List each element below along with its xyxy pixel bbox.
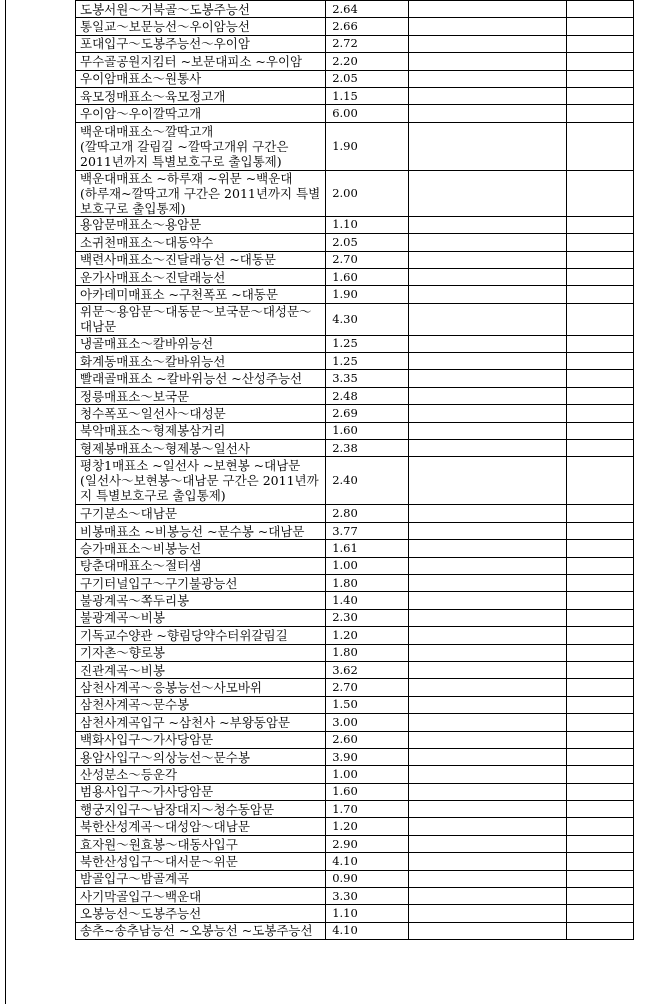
table-row	[76, 1, 634, 18]
table-row	[76, 522, 634, 539]
table-row	[76, 440, 634, 457]
distance-cell: 0.90	[326, 870, 409, 887]
table-row	[76, 286, 634, 303]
distance-cell: 2.20	[326, 53, 409, 70]
distance-cell: 1.40	[326, 592, 409, 609]
route-cell: 북한산성계곡～대성암～대남문	[76, 818, 326, 835]
table-row	[76, 592, 634, 609]
empty-cell	[408, 905, 566, 922]
route-cell: 백운대매표소～깔딱고개 (깔딱고개 갈림길 ~깔딱고개위 구간은 2011년까지 특별보호구로 출입통제)	[76, 122, 326, 170]
route-cell: 산성분소～등운각	[76, 766, 326, 783]
empty-cell	[408, 35, 566, 52]
empty-cell	[408, 216, 566, 233]
table-row	[76, 714, 634, 731]
table-row	[76, 405, 634, 422]
table-row	[76, 53, 634, 70]
empty-cell	[566, 696, 633, 713]
table-row	[76, 122, 634, 170]
route-cell: 형제봉매표소～형제봉～일선사	[76, 440, 326, 457]
table-row	[76, 303, 634, 335]
page-margin-line	[5, 0, 6, 1004]
empty-cell	[408, 335, 566, 352]
empty-cell	[566, 303, 633, 335]
empty-cell	[566, 18, 633, 35]
empty-cell	[566, 70, 633, 87]
table-row	[76, 251, 634, 268]
table-row	[76, 801, 634, 818]
distance-cell: 2.90	[326, 835, 409, 852]
route-cell: 용암문매표소～용암문	[76, 216, 326, 233]
distance-cell: 1.10	[326, 216, 409, 233]
route-cell: 우이암～우이깔딱고개	[76, 105, 326, 122]
distance-cell: 2.60	[326, 731, 409, 748]
distance-cell: 1.20	[326, 627, 409, 644]
empty-cell	[408, 609, 566, 626]
empty-cell	[408, 170, 566, 216]
route-cell: 정릉매표소～보국문	[76, 387, 326, 404]
empty-cell	[566, 505, 633, 522]
trail-table	[75, 0, 634, 940]
table-row	[76, 18, 634, 35]
empty-cell	[566, 853, 633, 870]
empty-cell	[408, 268, 566, 285]
empty-cell	[566, 922, 633, 939]
distance-cell: 2.00	[326, 170, 409, 216]
empty-cell	[408, 251, 566, 268]
empty-cell	[566, 35, 633, 52]
route-cell: 백화사입구～가사당암문	[76, 731, 326, 748]
route-cell: 삼천사계곡～응봉능선～사모바위	[76, 679, 326, 696]
route-cell: 오봉능선～도봉주능선	[76, 905, 326, 922]
empty-cell	[408, 766, 566, 783]
route-cell: 밤골입구～밤골계곡	[76, 870, 326, 887]
distance-cell: 3.35	[326, 370, 409, 387]
empty-cell	[408, 505, 566, 522]
route-cell: 행궁지입구～남장대지～청수동암문	[76, 801, 326, 818]
empty-cell	[408, 714, 566, 731]
empty-cell	[566, 731, 633, 748]
distance-cell: 3.90	[326, 748, 409, 765]
empty-cell	[408, 353, 566, 370]
empty-cell	[566, 888, 633, 905]
table-row	[76, 748, 634, 765]
empty-cell	[566, 234, 633, 251]
distance-cell: 1.00	[326, 766, 409, 783]
route-cell: 북한산성입구～대서문～위문	[76, 853, 326, 870]
empty-cell	[408, 234, 566, 251]
empty-cell	[566, 818, 633, 835]
empty-cell	[566, 748, 633, 765]
empty-cell	[566, 627, 633, 644]
table-row	[76, 783, 634, 800]
distance-cell: 2.38	[326, 440, 409, 457]
empty-cell	[408, 53, 566, 70]
route-cell: 효자원～원효봉～대동사입구	[76, 835, 326, 852]
empty-cell	[566, 522, 633, 539]
distance-cell: 1.20	[326, 818, 409, 835]
empty-cell	[408, 870, 566, 887]
empty-cell	[566, 783, 633, 800]
route-cell: 백련사매표소～진달래능선 ~대동문	[76, 251, 326, 268]
table-row	[76, 540, 634, 557]
route-cell: 소귀천매표소～대동약수	[76, 234, 326, 251]
empty-cell	[566, 251, 633, 268]
route-cell: 구기터널입구～구기불광능선	[76, 574, 326, 591]
empty-cell	[566, 592, 633, 609]
route-cell: 진관계곡～비봉	[76, 661, 326, 678]
empty-cell	[408, 818, 566, 835]
empty-cell	[566, 105, 633, 122]
route-cell: 위문～용암문～대동문～보국문～대성문～대남문	[76, 303, 326, 335]
empty-cell	[408, 286, 566, 303]
table-row	[76, 888, 634, 905]
empty-cell	[566, 170, 633, 216]
route-cell: 도봉서원～거북골～도봉주능선	[76, 1, 326, 18]
empty-cell	[408, 87, 566, 104]
distance-cell: 2.80	[326, 505, 409, 522]
empty-cell	[566, 801, 633, 818]
table-row	[76, 87, 634, 104]
table-row	[76, 905, 634, 922]
table-row	[76, 335, 634, 352]
table-row	[76, 216, 634, 233]
empty-cell	[566, 87, 633, 104]
distance-cell: 1.10	[326, 905, 409, 922]
empty-cell	[566, 766, 633, 783]
table-row	[76, 234, 634, 251]
empty-cell	[566, 370, 633, 387]
empty-cell	[566, 457, 633, 505]
table-row	[76, 696, 634, 713]
table-row	[76, 818, 634, 835]
distance-cell: 1.60	[326, 422, 409, 439]
empty-cell	[408, 422, 566, 439]
empty-cell	[408, 853, 566, 870]
empty-cell	[408, 370, 566, 387]
distance-cell: 1.90	[326, 286, 409, 303]
route-cell: 포대입구～도봉주능선～우이암	[76, 35, 326, 52]
empty-cell	[408, 783, 566, 800]
table-row	[76, 268, 634, 285]
distance-cell: 1.25	[326, 353, 409, 370]
empty-cell	[566, 387, 633, 404]
empty-cell	[566, 540, 633, 557]
table-row	[76, 853, 634, 870]
trail-table-body	[76, 1, 634, 940]
empty-cell	[408, 627, 566, 644]
empty-cell	[408, 522, 566, 539]
table-row	[76, 505, 634, 522]
empty-cell	[566, 286, 633, 303]
distance-cell: 1.00	[326, 557, 409, 574]
distance-cell: 2.40	[326, 457, 409, 505]
empty-cell	[566, 835, 633, 852]
empty-cell	[566, 335, 633, 352]
empty-cell	[408, 1, 566, 18]
empty-cell	[566, 405, 633, 422]
table-row	[76, 835, 634, 852]
table-row	[76, 870, 634, 887]
table-row	[76, 370, 634, 387]
distance-cell: 3.62	[326, 661, 409, 678]
table-row	[76, 661, 634, 678]
empty-cell	[408, 888, 566, 905]
route-cell: 무수골공원지킴터 ~보문대피소 ~우이암	[76, 53, 326, 70]
route-cell: 송추~송추남능선 ~오봉능선 ~도봉주능선	[76, 922, 326, 939]
empty-cell	[566, 216, 633, 233]
route-cell: 아카데미매표소 ~구천폭포 ~대동문	[76, 286, 326, 303]
route-cell: 불광계곡～비봉	[76, 609, 326, 626]
table-row	[76, 731, 634, 748]
empty-cell	[566, 53, 633, 70]
distance-cell: 3.77	[326, 522, 409, 539]
distance-cell: 2.66	[326, 18, 409, 35]
table-row	[76, 679, 634, 696]
distance-cell: 1.25	[326, 335, 409, 352]
table-row	[76, 387, 634, 404]
distance-cell: 2.48	[326, 387, 409, 404]
route-cell: 통일교～보문능선～우이암능선	[76, 18, 326, 35]
distance-cell: 2.70	[326, 679, 409, 696]
empty-cell	[408, 440, 566, 457]
empty-cell	[408, 18, 566, 35]
distance-cell: 1.90	[326, 122, 409, 170]
empty-cell	[408, 592, 566, 609]
empty-cell	[408, 105, 566, 122]
empty-cell	[408, 679, 566, 696]
empty-cell	[566, 122, 633, 170]
empty-cell	[408, 457, 566, 505]
empty-cell	[408, 70, 566, 87]
table-row	[76, 766, 634, 783]
empty-cell	[408, 731, 566, 748]
route-cell: 북악매표소～형제봉삼거리	[76, 422, 326, 439]
route-cell: 기자촌～향로봉	[76, 644, 326, 661]
distance-cell: 1.50	[326, 696, 409, 713]
table-row	[76, 70, 634, 87]
empty-cell	[566, 905, 633, 922]
empty-cell	[408, 922, 566, 939]
distance-cell: 4.30	[326, 303, 409, 335]
route-cell: 화계동매표소～칼바위능선	[76, 353, 326, 370]
distance-cell: 2.70	[326, 251, 409, 268]
empty-cell	[408, 303, 566, 335]
distance-cell: 6.00	[326, 105, 409, 122]
empty-cell	[566, 440, 633, 457]
route-cell: 평창1매표소 ~일선사 ~보현봉 ~대남문 (일선사～보현봉～대남문 구간은 2011년까지 특별보호구로 출입통제)	[76, 457, 326, 505]
distance-cell: 2.64	[326, 1, 409, 18]
empty-cell	[566, 644, 633, 661]
distance-cell: 1.15	[326, 87, 409, 104]
distance-cell: 1.80	[326, 574, 409, 591]
empty-cell	[408, 557, 566, 574]
route-cell: 육모정매표소～육모정고개	[76, 87, 326, 104]
empty-cell	[408, 405, 566, 422]
table-row	[76, 457, 634, 505]
empty-cell	[566, 353, 633, 370]
route-cell: 승가매표소～비봉능선	[76, 540, 326, 557]
route-cell: 기독교수양관 ~향림당약수터위갈림길	[76, 627, 326, 644]
empty-cell	[408, 748, 566, 765]
distance-cell: 1.61	[326, 540, 409, 557]
empty-cell	[566, 1, 633, 18]
route-cell: 불광계곡～쪽두리봉	[76, 592, 326, 609]
distance-cell: 2.05	[326, 234, 409, 251]
empty-cell	[566, 574, 633, 591]
table-row	[76, 627, 634, 644]
table-row	[76, 609, 634, 626]
distance-cell: 2.30	[326, 609, 409, 626]
route-cell: 용암사입구～의상능선～문수봉	[76, 748, 326, 765]
route-cell: 백운대매표소 ~하루재 ~위문 ~백운대 (하루재~깔딱고개 구간은 2011년까지 특별보호구로 출입통제)	[76, 170, 326, 216]
route-cell: 범용사입구～가사당암문	[76, 783, 326, 800]
route-cell: 우이암매표소～원통사	[76, 70, 326, 87]
empty-cell	[566, 422, 633, 439]
route-cell: 구기분소～대남문	[76, 505, 326, 522]
empty-cell	[408, 801, 566, 818]
empty-cell	[566, 714, 633, 731]
distance-cell: 2.05	[326, 70, 409, 87]
distance-cell: 1.70	[326, 801, 409, 818]
table-row	[76, 105, 634, 122]
table-row	[76, 353, 634, 370]
table-row	[76, 170, 634, 216]
distance-cell: 2.72	[326, 35, 409, 52]
empty-cell	[408, 574, 566, 591]
empty-cell	[566, 661, 633, 678]
distance-cell: 4.10	[326, 922, 409, 939]
empty-cell	[408, 696, 566, 713]
empty-cell	[408, 540, 566, 557]
route-cell: 냉골매표소～칼바위능선	[76, 335, 326, 352]
empty-cell	[566, 870, 633, 887]
empty-cell	[566, 679, 633, 696]
table-row	[76, 922, 634, 939]
empty-cell	[408, 122, 566, 170]
distance-cell: 4.10	[326, 853, 409, 870]
empty-cell	[566, 557, 633, 574]
table-row	[76, 422, 634, 439]
distance-cell: 1.60	[326, 268, 409, 285]
empty-cell	[408, 835, 566, 852]
route-cell: 사기막골입구～백운대	[76, 888, 326, 905]
route-cell: 삼천사계곡～문수봉	[76, 696, 326, 713]
route-cell: 빨래골매표소 ~칼바위능선 ~산성주능선	[76, 370, 326, 387]
empty-cell	[408, 661, 566, 678]
distance-cell: 2.69	[326, 405, 409, 422]
route-cell: 탕춘대매표소～절터샘	[76, 557, 326, 574]
table-row	[76, 35, 634, 52]
empty-cell	[566, 609, 633, 626]
route-cell: 삼천사계곡입구 ~삼천사 ~부왕동암문	[76, 714, 326, 731]
table-row	[76, 574, 634, 591]
route-cell: 비봉매표소 ~비봉능선 ~문수봉 ~대남문	[76, 522, 326, 539]
distance-cell: 3.00	[326, 714, 409, 731]
distance-cell: 3.30	[326, 888, 409, 905]
route-cell: 운가사매표소～진달래능선	[76, 268, 326, 285]
distance-cell: 1.80	[326, 644, 409, 661]
empty-cell	[566, 268, 633, 285]
route-cell: 청수폭포～일선사～대성문	[76, 405, 326, 422]
table-row	[76, 557, 634, 574]
distance-cell: 1.60	[326, 783, 409, 800]
table-row	[76, 644, 634, 661]
empty-cell	[408, 387, 566, 404]
empty-cell	[408, 644, 566, 661]
